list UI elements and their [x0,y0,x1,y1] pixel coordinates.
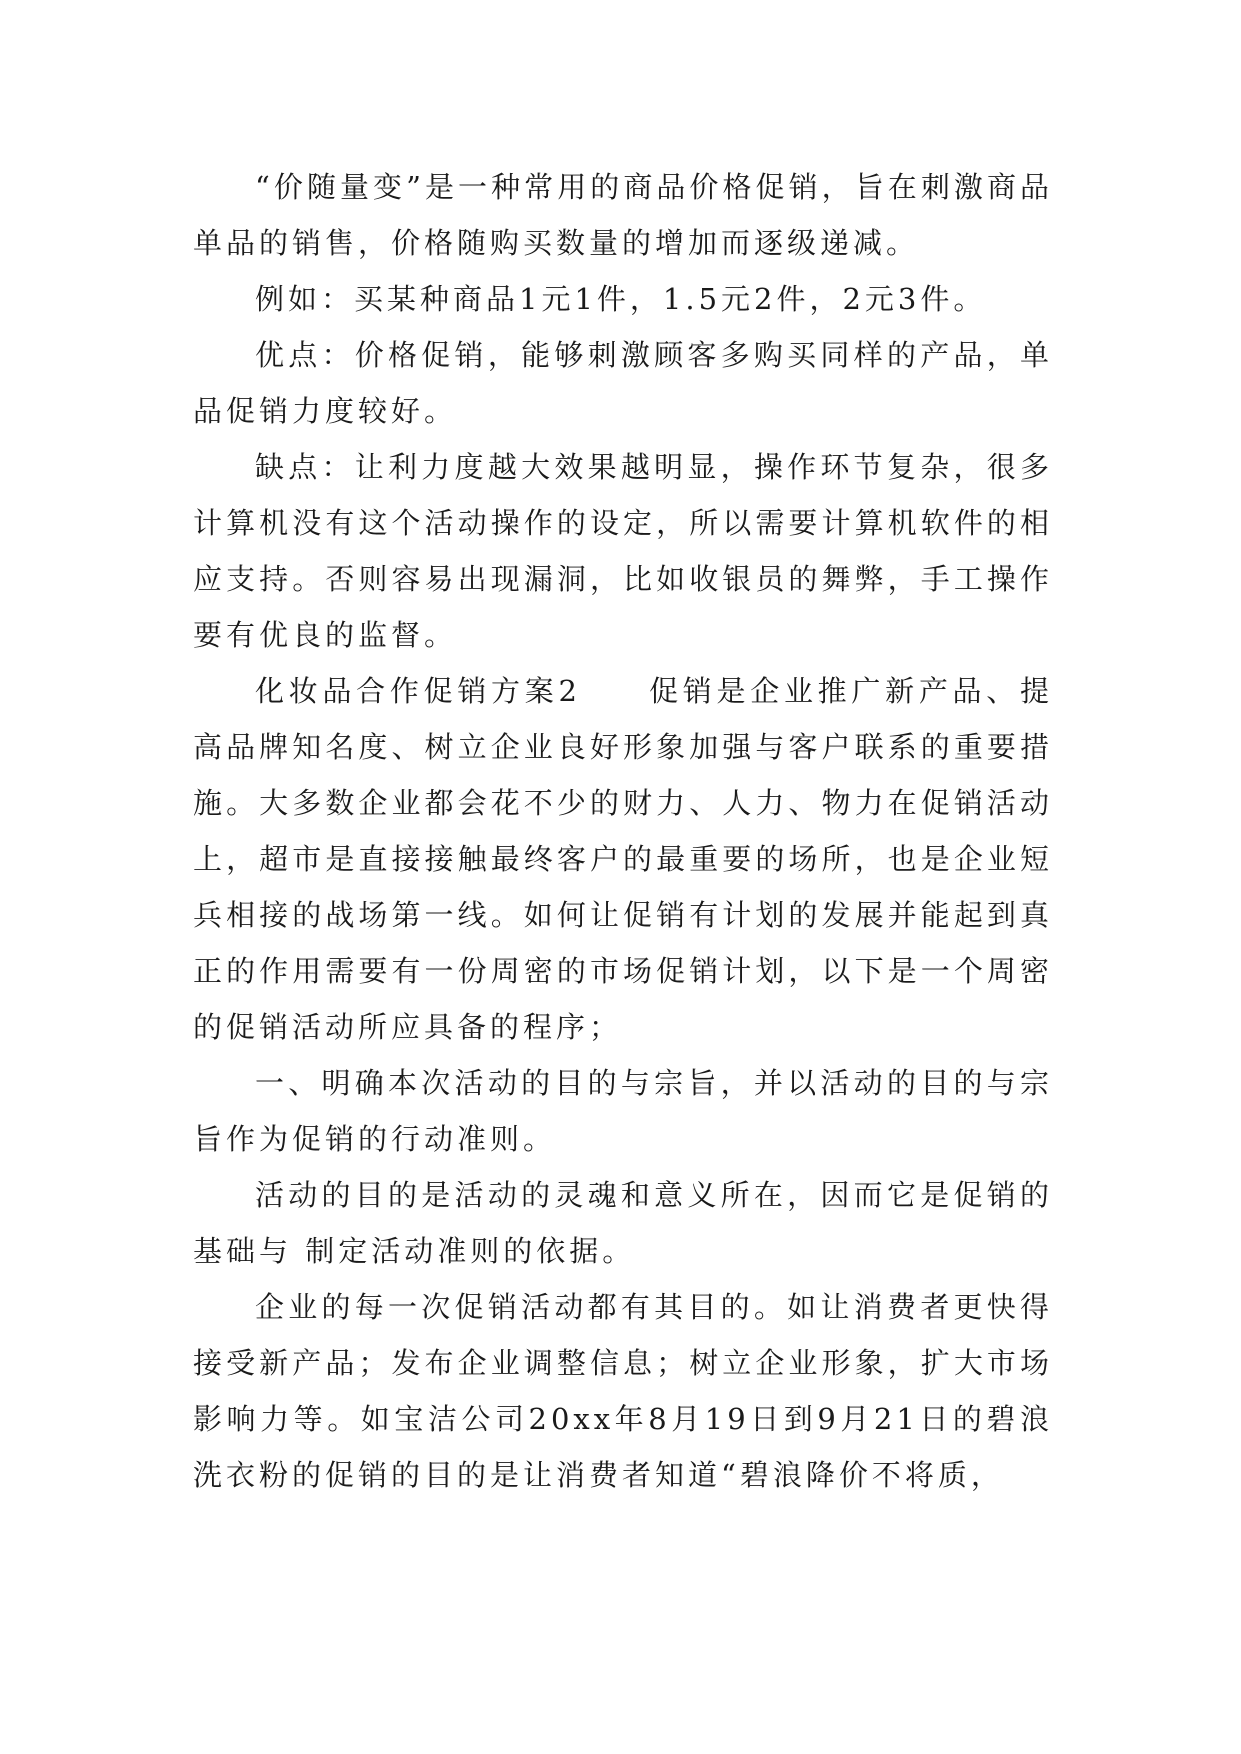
paragraph-section-one-heading: 一、明确本次活动的目的与宗旨，并以活动的目的与宗旨作为促销的行动准则。 [193,1066,1053,1156]
paragraph-enterprise-goals: 企业的每一次促销活动都有其目的。如让消费者更快得接受新产品；发布企业调整信息；树立企业形象，扩大市场影响力等。如宝洁公司20xx年8月19日到9月21日的碧浪洗衣粉的促销的目的是让消费者知道“碧浪降价不将质， [193,1290,1053,1492]
paragraph-advantages: 优点：价格促销，能够刺激顾客多购买同样的产品，单品促销力度较好。 [193,338,1053,428]
paragraph-example: 例如：买某种商品1元1件，1.5元2件，2元3件。 [255,282,987,316]
paragraph-plan-2-intro: 化妆品合作促销方案2 促销是企业推广新产品、提高品牌知名度、树立企业良好形象加强与客户联系的重要措施。大多数企业都会花不少的财力、人力、物力在促销活动上，超市是直接接触最终客户的最重要的场所，也是企业短兵相接的战场第一线。如何让促销有计划的发展并能起到真正的作用需要有一份周密的市场促销计划，以下是一个周密的促销活动所应具备的程序； [193,674,1053,1044]
paragraph-activity-purpose: 活动的目的是活动的灵魂和意义所在，因而它是促销的基础与 制定活动准则的依据。 [193,1178,1053,1268]
paragraph-price-varies: “价随量变”是一种常用的商品价格促销，旨在刺激商品单品的销售，价格随购买数量的增加而逐级递减。 [193,170,1053,260]
paragraph-disadvantages: 缺点：让利力度越大效果越明显，操作环节复杂，很多计算机没有这个活动操作的设定，所以需要计算机软件的相应支持。否则容易出现漏洞，比如收银员的舞弊，手工操作要有优良的监督。 [193,450,1053,652]
document-body [193,159,1053,1503]
